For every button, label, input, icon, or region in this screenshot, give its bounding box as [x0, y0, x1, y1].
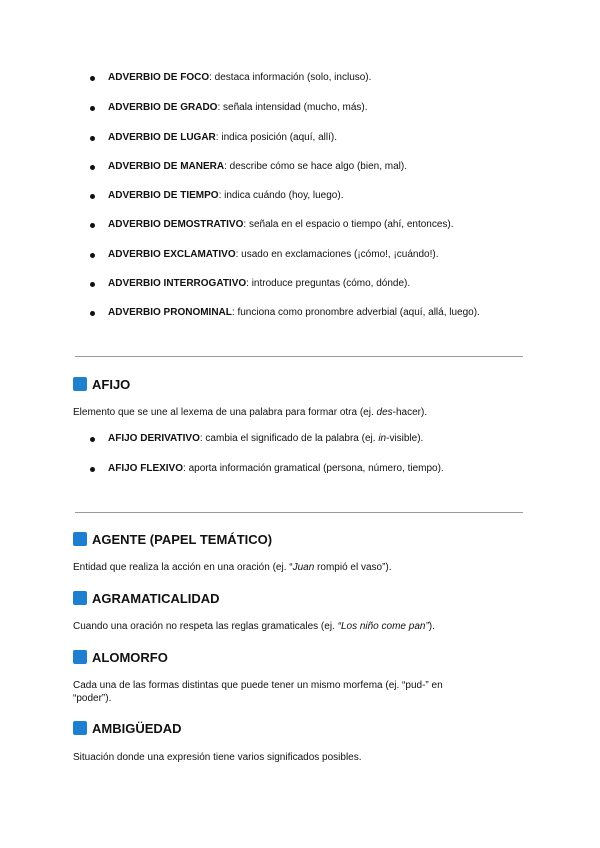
definition-agramaticalidad: Cuando una oración no respeta las reglas gramaticales (ej. “Los niño come pan”). — [73, 621, 435, 632]
heading-text: ALOMORFO — [92, 650, 168, 665]
term-label: AFIJO FLEXIVO — [108, 463, 184, 474]
term-label: ADVERBIO INTERROGATIVO — [108, 278, 247, 289]
definition-agente: Entidad que realiza la acción en una oración (ej. “Juan rompió el vaso”). — [73, 562, 392, 573]
heading-text: AGENTE (PAPEL TEMÁTICO) — [92, 532, 273, 547]
term-label: AFIJO DERIVATIVO — [108, 433, 200, 444]
definition-afijo: Elemento que se une al lexema de una palabra para formar otra (ej. des-hacer). — [73, 407, 428, 418]
term-description: : señala en el espacio o tiempo (ahí, entonces). — [243, 219, 454, 230]
term-description: : describe cómo se hace algo (bien, mal). — [224, 161, 407, 172]
bullet-icon — [90, 311, 95, 316]
section-heading-agente — [73, 532, 272, 548]
term-description: : introduce preguntas (cómo, dónde). — [246, 278, 411, 289]
bullet-icon — [90, 136, 95, 141]
blue-square-icon — [73, 650, 87, 664]
term-label: ADVERBIO EXCLAMATIVO — [108, 249, 236, 260]
heading-text: AMBIGÜEDAD — [92, 721, 182, 736]
term-description: : destaca información (solo, incluso). — [209, 72, 372, 83]
bullet-icon — [90, 165, 95, 170]
blue-square-icon — [73, 591, 87, 605]
term-label: ADVERBIO DE LUGAR — [108, 132, 216, 143]
bullet-icon — [90, 106, 95, 111]
term-label: ADVERBIO DE FOCO — [108, 72, 210, 83]
term-label: ADVERBIO DE MANERA — [108, 161, 225, 172]
blue-square-icon — [73, 721, 87, 735]
term-description: : indica posición (aquí, allí). — [215, 132, 337, 143]
section-heading-agramaticalidad — [73, 591, 220, 607]
bullet-icon — [90, 253, 95, 258]
bullet-icon — [90, 194, 95, 199]
term-description: : señala intensidad (mucho, más). — [217, 102, 368, 113]
heading-text: AGRAMATICALIDAD — [92, 591, 220, 606]
section-heading-ambiguedad — [73, 721, 182, 737]
bullet-icon — [90, 437, 95, 442]
section-heading-alomorfo — [73, 650, 168, 666]
bullet-icon — [90, 467, 95, 472]
bullet-icon — [90, 76, 95, 81]
definition-alomorfo: Cada una de las formas distintas que puede tener un mismo morfema (ej. “pud-” en “poder”). — [73, 680, 443, 704]
term-description: : funciona como pronombre adverbial (aquí, allá, luego). — [231, 307, 480, 318]
term-label: ADVERBIO DE GRADO — [108, 102, 218, 113]
heading-text: AFIJO — [92, 377, 131, 392]
term-label: ADVERBIO DE TIEMPO — [108, 190, 219, 201]
term-label: ADVERBIO DEMOSTRATIVO — [108, 219, 244, 230]
term-description: : usado en exclamaciones (¡cómo!, ¡cuándo!). — [235, 249, 439, 260]
term-label: ADVERBIO PRONOMINAL — [108, 307, 232, 318]
term-description: : indica cuándo (hoy, luego). — [218, 190, 344, 201]
section-divider — [75, 512, 523, 513]
blue-square-icon — [73, 377, 87, 391]
blue-square-icon — [73, 532, 87, 546]
section-divider — [75, 356, 523, 357]
definition-ambiguedad: Situación donde una expresión tiene varios significados posibles. — [73, 752, 362, 763]
bullet-icon — [90, 282, 95, 287]
document-page: ADVERBIO DE FOCO: destaca información (solo, incluso). ADVERBIO DE GRADO: señala intensidad (mucho, más). ADVERBIO DE LUGAR: indica posición (aquí, allí). ADVERBIO DE MANERA: describe cómo se hace algo (bien, mal). ADVERBIO DE TIEMPO: indica cuándo (hoy, luego). ADVERBIO DEMOSTRATIVO: señala en el espacio o tiempo (ahí, entonces). ADVERBIO EXCLAMATIVO: usado en exclamaciones (¡cómo!, ¡cuándo!). ADVERBIO INTERROGATIVO: introduce preguntas (cómo, dónde). ADVERBIO PRONOMINAL: funciona como pronombre adverbial (aquí, allá, luego). AFIJO Elemento que se une al lexema de una palabra para formar otra (ej. des-hacer). AFIJO DERIVATIVO: cambia el significado de la palabra (ej. in-visible). AFIJO FLEXIVO: aporta información gramatical (persona, número, tiempo). AGENTE (PAPEL TEMÁTICO) Entidad que realiza la acción en una oración (ej. “Juan rompió el vaso”). AGRAMATICALIDAD Cuando una oración no respeta las reglas gramaticales (ej. “Los niño come pan”). ALOMORFO Cada una de las formas distintas que puede tener un mismo morfema (ej. “pud-” en “poder”). AMBIGÜEDAD Situación donde una expresión tiene varios significados posibles. — [0, 0, 600, 848]
section-heading-afijo — [73, 377, 130, 393]
bullet-icon — [90, 223, 95, 228]
